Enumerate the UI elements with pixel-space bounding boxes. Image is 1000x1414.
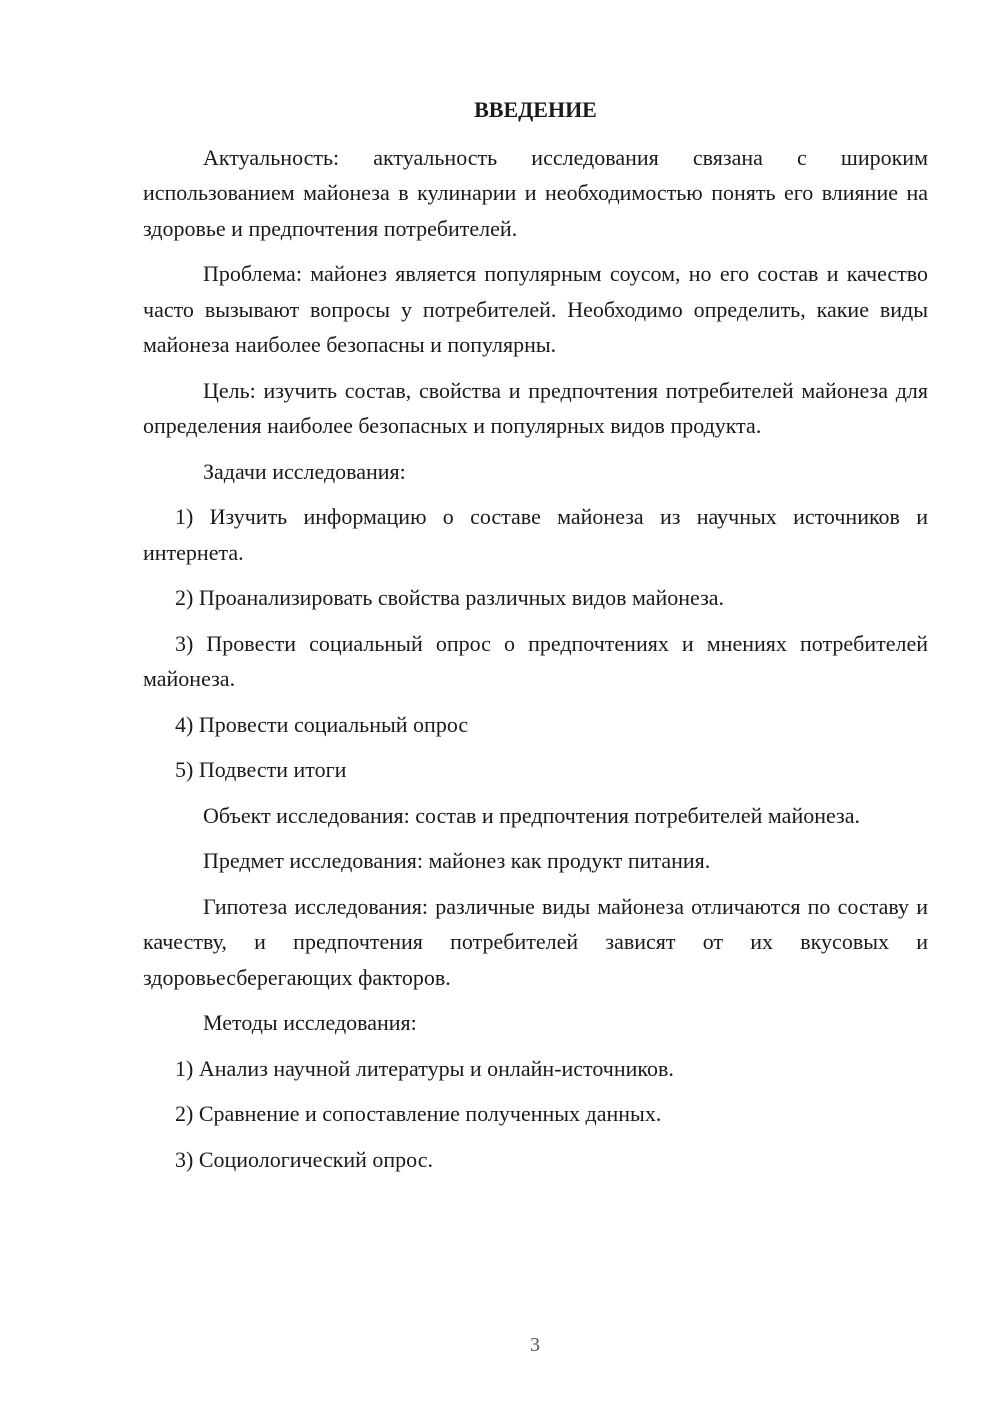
method-item-2: 2) Сравнение и сопоставление полученных данных. bbox=[175, 1101, 662, 1126]
method-item-3: 3) Социологический опрос. bbox=[175, 1146, 433, 1172]
task-item-2: 2) Проанализировать свойства различных видов майонеза. bbox=[175, 585, 725, 610]
tasks-heading: Задачи исследования: bbox=[203, 458, 406, 484]
task-item-5: 5) Подвести итоги bbox=[175, 757, 347, 782]
method-item-1: 1) Анализ научной литературы и онлайн-источников. bbox=[175, 1055, 674, 1081]
document-body bbox=[143, 92, 928, 1187]
subject-paragraph: Предмет исследования: майонез как продукт питания. bbox=[203, 848, 711, 873]
methods-heading: Методы исследования: bbox=[203, 1010, 417, 1035]
page-title: ВВЕДЕНИЕ bbox=[474, 97, 597, 122]
task-item-4: 4) Провести социальный опрос bbox=[175, 711, 469, 737]
hypothesis-paragraph: Гипотеза исследования: различные виды майонеза отличаются по составу и качеству, и предпочтения потребителей зависят от их вкусовых и здоровьесберегающих факторов. bbox=[143, 893, 928, 990]
problem-paragraph: Проблема: майонез является популярным соусом, но его состав и качество часто вызывают вопросы у потребителей. Необходимо определить, какие виды майонеза наиболее безопасны и популярны. bbox=[143, 261, 928, 357]
relevance-paragraph: Актуальность: актуальность исследования связана с широким использованием майонеза в кулинарии и необходимостью понять его влияние на здоровье и предпочтения потребителей. bbox=[143, 144, 928, 241]
task-item-3: 3) Провести социальный опрос о предпочтениях и мнениях потребителей майонеза. bbox=[143, 630, 928, 691]
goal-paragraph: Цель: изучить состав, свойства и предпочтения потребителей майонеза для определения наиболее безопасных и популярных видов продукта. bbox=[143, 377, 928, 438]
page-number: 3 bbox=[530, 1334, 540, 1356]
task-item-1: 1) Изучить информацию о составе майонеза из научных источников и интернета. bbox=[143, 504, 928, 565]
object-paragraph: Объект исследования: состав и предпочтения потребителей майонеза. bbox=[203, 802, 860, 828]
